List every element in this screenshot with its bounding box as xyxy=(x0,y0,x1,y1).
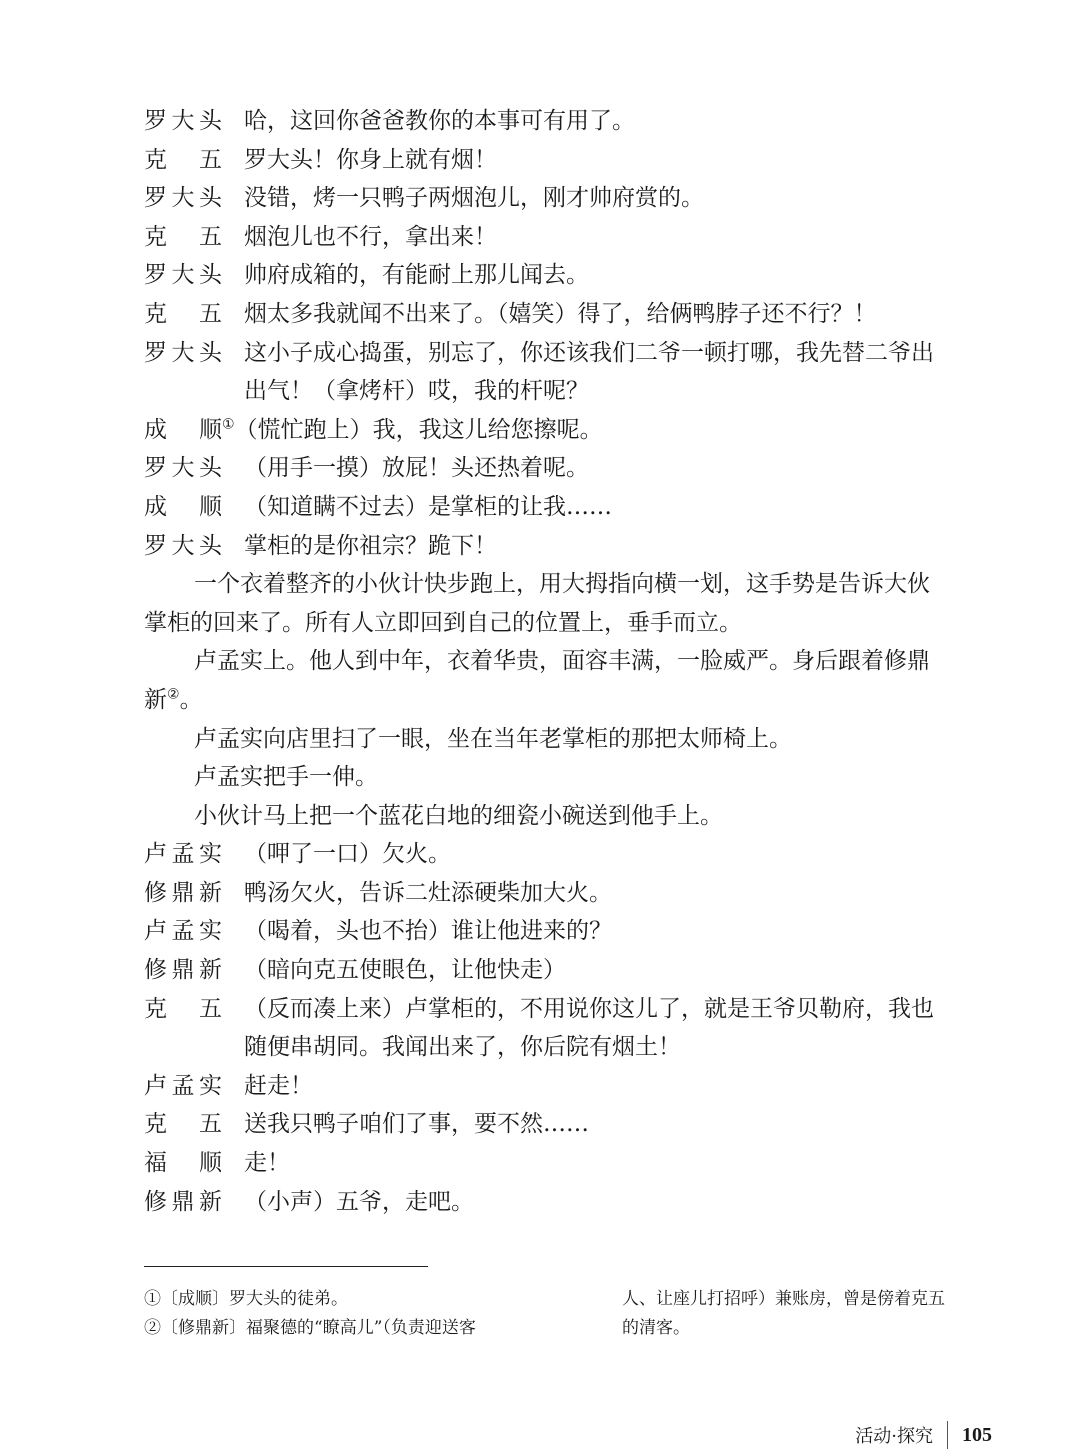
dialogue-text-content: 罗大头！你身上就有烟！ xyxy=(244,146,497,173)
dialogue-text-content: 送我只鸭子咱们了事，要不然…… xyxy=(244,1111,589,1138)
dialogue-line xyxy=(144,1105,1004,1144)
dialogue-text xyxy=(244,990,934,1029)
speaker-name: 克五 xyxy=(144,223,222,250)
dialogue-line xyxy=(144,874,1004,913)
dialogue-text xyxy=(244,218,497,257)
speaker-name: 罗大头 xyxy=(144,262,222,289)
dialogue-text xyxy=(244,1067,313,1106)
stage-direction-line xyxy=(144,565,1004,604)
stage-direction-text: 一个衣着整齐的小伙计快步跑上，用大拇指向横一划，这手势是告诉大伙 xyxy=(194,571,930,598)
speaker-name: 修鼎新 xyxy=(144,1188,222,1215)
footnote-line: 人、让座儿打招呼）兼账房，曾是傍着克五 xyxy=(622,1289,945,1309)
dialogue-line xyxy=(144,835,1004,874)
footnote-divider xyxy=(144,1266,428,1267)
dialogue-line xyxy=(144,334,1004,373)
dialogue-text xyxy=(244,179,704,218)
dialogue-line xyxy=(144,179,1004,218)
stage-direction-text: 新 xyxy=(144,686,167,713)
dialogue-line xyxy=(144,1067,1004,1106)
dialogue-text-content: 赶走！ xyxy=(244,1072,313,1099)
dialogue-text xyxy=(244,912,612,951)
dialogue-text xyxy=(244,951,566,990)
dialogue-line xyxy=(144,102,1004,141)
dialogue-text-content: （用手一摸）放屁！头还热着呢。 xyxy=(244,455,589,482)
dialogue-text-content: 烟泡儿也不行，拿出来！ xyxy=(244,223,497,250)
dialogue-text xyxy=(244,1105,589,1144)
stage-direction-line xyxy=(144,604,1004,643)
footnote-mark: ① xyxy=(222,416,235,433)
dialogue-text-content: （暗向克五使眼色，让他快走） xyxy=(244,957,566,984)
stage-direction-text: 。 xyxy=(179,686,203,713)
speaker-name: 克五 xyxy=(144,300,222,327)
dialogue-continuation-line xyxy=(144,1028,1004,1067)
speaker-name: 修鼎新 xyxy=(144,957,222,984)
speaker-name: 克五 xyxy=(144,995,222,1022)
dialogue-line xyxy=(144,411,1004,450)
footnote-line: 的清客。 xyxy=(622,1318,690,1338)
dialogue-text xyxy=(244,334,934,373)
stage-direction-line xyxy=(144,797,1004,836)
dialogue-text xyxy=(244,1144,290,1183)
speaker-name: 克五 xyxy=(144,1111,222,1138)
stage-direction-line xyxy=(144,758,1004,797)
dialogue-text-content: （反而凑上来）卢掌柜的，不用说你这儿了，就是王爷贝勒府，我也 xyxy=(244,995,934,1022)
speaker-name: 卢孟实 xyxy=(144,841,222,868)
stage-direction-line xyxy=(144,720,1004,759)
dialogue-text xyxy=(244,835,451,874)
speaker-name: 罗大头 xyxy=(144,339,222,366)
dialogue-text-content: 这小子成心捣蛋，别忘了，你还该我们二爷一顿打哪，我先替二爷出 xyxy=(244,339,934,366)
speaker-name: 成顺 xyxy=(144,416,222,443)
footnotes-right-column xyxy=(622,1285,1052,1343)
dialogue-continuation-line xyxy=(144,372,1004,411)
dialogue-line xyxy=(144,218,1004,257)
speaker-name: 福顺 xyxy=(144,1150,222,1177)
speaker-name: 罗大头 xyxy=(144,532,222,559)
footnote-line: ②〔修鼎新〕福聚德的“瞭高儿”（负责迎送客 xyxy=(144,1318,476,1338)
dialogue-text-content: 没错，烤一只鸭子两烟泡儿，刚才帅府赏的。 xyxy=(244,185,704,212)
footnote-line: ①〔成顺〕罗大头的徒弟。 xyxy=(144,1289,348,1309)
dialogue-text xyxy=(244,102,635,141)
dialogue-line xyxy=(144,256,1004,295)
speaker-name: 罗大头 xyxy=(144,185,222,212)
dialogue-text-content: （小声）五爷，走吧。 xyxy=(244,1188,474,1215)
footnote-mark: ② xyxy=(167,686,180,703)
speaker-name: 卢孟实 xyxy=(144,1072,222,1099)
dialogue-text xyxy=(244,141,497,180)
dialogue-line xyxy=(144,951,1004,990)
dialogue-text xyxy=(244,527,497,566)
stage-direction-text: 小伙计马上把一个蓝花白地的细瓷小碗送到他手上。 xyxy=(194,802,723,829)
speaker-name: 克五 xyxy=(144,146,222,173)
dialogue-line xyxy=(144,488,1004,527)
speaker-name: 罗大头 xyxy=(144,455,222,482)
speaker-name: 罗大头 xyxy=(144,108,222,134)
dialogue-text xyxy=(244,874,612,913)
dialogue-line xyxy=(144,449,1004,488)
dialogue-text-content: （知道瞒不过去）是掌柜的让我…… xyxy=(244,493,612,520)
footer-divider xyxy=(947,1421,948,1449)
dialogue-text-content: 帅府成箱的，有能耐上那儿闻去。 xyxy=(244,262,589,289)
script-text xyxy=(144,102,1004,1221)
page-number: 105 xyxy=(962,1423,992,1446)
dialogue-text xyxy=(244,256,589,295)
dialogue-line xyxy=(144,527,1004,566)
dialogue-line xyxy=(144,912,1004,951)
dialogue-text xyxy=(244,488,612,527)
dialogue-line xyxy=(144,295,1004,334)
page-footer xyxy=(855,1418,992,1452)
stage-direction-line xyxy=(144,681,1004,720)
dialogue-text: 随便串胡同。我闻出来了，你后院有烟土！ xyxy=(244,1034,681,1061)
dialogue-text: 出气！（拿烤杆）哎，我的杆呢？ xyxy=(244,378,589,405)
footnotes-left-column xyxy=(144,1285,574,1343)
speaker-name: 卢孟实 xyxy=(144,918,222,945)
dialogue-text-content: 烟太多我就闻不出来了。（嬉笑）得了，给俩鸭脖子还不行？！ xyxy=(244,300,877,327)
dialogue-text xyxy=(222,411,603,450)
dialogue-line xyxy=(144,990,1004,1029)
speaker-name: 成顺 xyxy=(144,493,222,520)
dialogue-text xyxy=(244,449,589,488)
dialogue-text-content: 掌柜的是你祖宗？跪下！ xyxy=(244,532,497,559)
stage-direction-text: 卢孟实上。他人到中年，衣着华贵，面容丰满，一脸威严。身后跟着修鼎 xyxy=(194,648,930,675)
dialogue-text xyxy=(244,1183,474,1222)
stage-direction-text: 卢孟实向店里扫了一眼，坐在当年老掌柜的那把太师椅上。 xyxy=(194,725,792,752)
dialogue-text-content: 鸭汤欠火，告诉二灶添硬柴加大火。 xyxy=(244,879,612,906)
stage-direction-text: 卢孟实把手一伸。 xyxy=(194,764,378,791)
dialogue-text-content: 哈，这回你爸爸教你的本事可有用了。 xyxy=(244,108,635,134)
dialogue-line xyxy=(144,1183,1004,1222)
speaker-name: 修鼎新 xyxy=(144,879,222,906)
dialogue-text-content: （慌忙跑上）我，我这儿给您擦呢。 xyxy=(234,416,603,443)
dialogue-text-content: （呷了一口）欠火。 xyxy=(244,841,451,868)
section-label: 活动·探究 xyxy=(855,1426,933,1447)
dialogue-text-content: （喝着，头也不抬）谁让他进来的？ xyxy=(244,918,612,945)
dialogue-line xyxy=(144,141,1004,180)
stage-direction-text: 掌柜的回来了。所有人立即回到自己的位置上，垂手而立。 xyxy=(144,609,742,636)
dialogue-text xyxy=(244,295,877,334)
stage-direction-line xyxy=(144,642,1004,681)
dialogue-line xyxy=(144,1144,1004,1183)
dialogue-text-content: 走！ xyxy=(244,1150,290,1177)
